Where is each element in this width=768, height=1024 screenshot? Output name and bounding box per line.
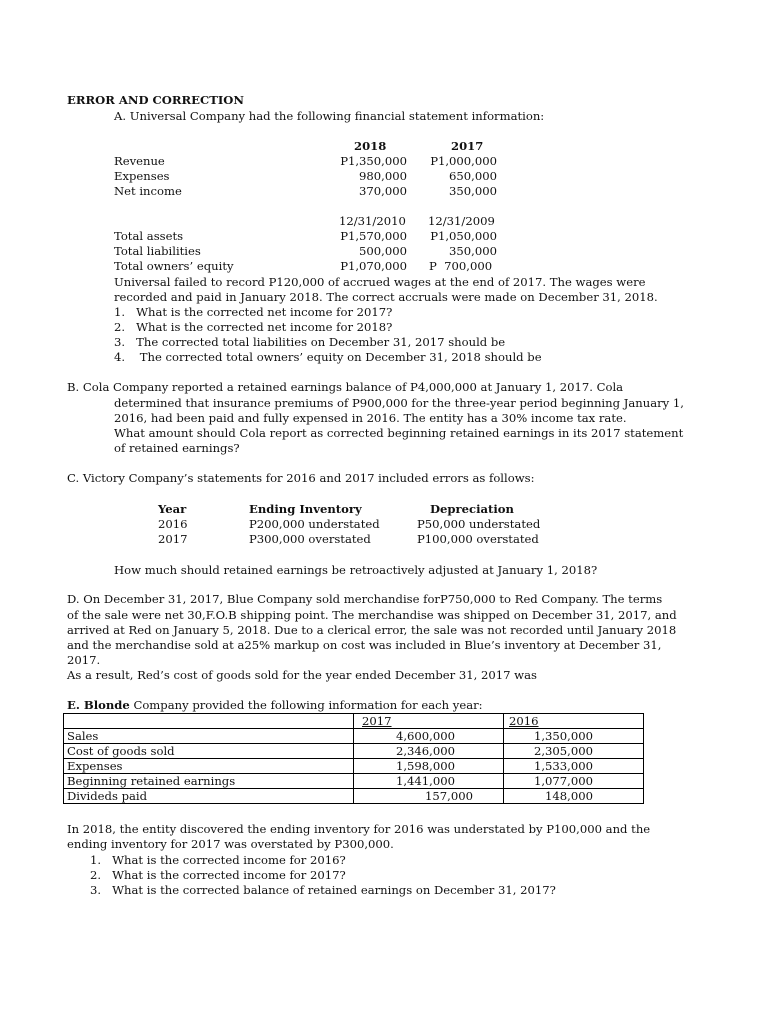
table-cell: Sales — [64, 729, 354, 744]
section-e-intro-text: Company provided the following information for each year: — [129, 698, 483, 712]
year-cell: 2017 — [158, 532, 188, 546]
table-header-2017: 2017 — [354, 714, 504, 729]
row-label: Net income — [114, 184, 182, 198]
section-d-text: arrived at Red on January 5, 2018. Due to a clerical error, the sale was not recorded until January 2018 — [67, 623, 677, 637]
table-cell: 2,305,000 — [504, 744, 644, 759]
table-row — [64, 744, 644, 759]
section-d-text: of the sale were net 30,F.O.B shipping point. The merchandise was shipped on December 31, 2017, and — [67, 608, 677, 622]
section-a-col-2018: 2018 — [354, 139, 387, 153]
section-d-text: and the merchandise sold at a25% markup on cost was included in Blue’s inventory at December 31, — [67, 638, 662, 652]
question: 1. What is the corrected income for 2016? — [90, 853, 346, 867]
table-row — [64, 729, 644, 744]
section-e-intro — [67, 698, 483, 713]
date-2009: 12/31/2009 — [428, 214, 495, 228]
table-cell: Beginning retained earnings — [64, 774, 354, 789]
table-row — [64, 789, 644, 804]
row-value: P1,000,000 — [430, 154, 497, 168]
table-cell: 4,600,000 — [354, 729, 504, 744]
row-label: Total assets — [114, 229, 184, 243]
question: 1. What is the corrected net income for 2017? — [114, 305, 393, 319]
table-cell: Divideds paid — [64, 789, 354, 804]
year-cell: 2016 — [158, 517, 188, 531]
row-value: P1,050,000 — [430, 229, 497, 243]
section-d-text: 2017. — [67, 653, 101, 667]
table-cell: 1,350,000 — [504, 729, 644, 744]
section-b-text: B. Cola Company reported a retained earnings balance of P4,000,000 at January 1, 2017. Cola — [67, 380, 624, 394]
row-value: 650,000 — [449, 169, 497, 183]
row-value: P1,350,000 — [340, 154, 407, 168]
row-label: Total owners’ equity — [114, 259, 234, 273]
section-c-intro: C. Victory Company’s statements for 2016 and 2017 included errors as follows: — [67, 471, 535, 485]
section-b-text: of retained earnings? — [114, 441, 240, 455]
table-header-2016: 2016 — [504, 714, 644, 729]
table-cell: Expenses — [64, 759, 354, 774]
question: 2. What is the corrected income for 2017? — [90, 868, 346, 882]
table-cell: 1,598,000 — [354, 759, 504, 774]
row-value: P1,070,000 — [340, 259, 407, 273]
section-b-text: determined that insurance premiums of P900,000 for the three-year period beginning January 1, — [114, 396, 684, 410]
row-value: 370,000 — [359, 184, 407, 198]
inventory-cell: P300,000 overstated — [249, 532, 371, 546]
table-cell: 1,077,000 — [504, 774, 644, 789]
section-a-intro: A. Universal Company had the following financial statement information: — [114, 109, 545, 123]
question: 3. What is the corrected balance of retained earnings on December 31, 2017? — [90, 883, 556, 897]
row-value: 350,000 — [449, 184, 497, 198]
section-b-text: 2016, had been paid and fully expensed in 2016. The entity has a 30% income tax rate. — [114, 411, 627, 425]
depreciation-cell: P100,000 overstated — [417, 532, 539, 546]
section-a-text: Universal failed to record P120,000 of accrued wages at the end of 2017. The wages were — [114, 275, 646, 289]
question: 2. What is the corrected net income for 2018? — [114, 320, 393, 334]
table-cell: Cost of goods sold — [64, 744, 354, 759]
col-year: Year — [158, 502, 187, 516]
section-e-text: ending inventory for 2017 was overstated by P300,000. — [67, 837, 394, 851]
section-e-company: E. Blonde — [67, 698, 130, 712]
table-header-row — [64, 714, 644, 729]
date-2010: 12/31/2010 — [339, 214, 406, 228]
col-ending-inventory: Ending Inventory — [249, 502, 362, 516]
row-label: Expenses — [114, 169, 170, 183]
section-a-text: recorded and paid in January 2018. The correct accruals were made on December 31, 2018. — [114, 290, 658, 304]
table-cell: 1,533,000 — [504, 759, 644, 774]
table-cell: 2,346,000 — [354, 744, 504, 759]
row-value: 980,000 — [359, 169, 407, 183]
section-e-table — [63, 713, 644, 804]
inventory-cell: P200,000 understated — [249, 517, 380, 531]
question: 3. The corrected total liabilities on December 31, 2017 should be — [114, 335, 506, 349]
section-c-question: How much should retained earnings be retroactively adjusted at January 1, 2018? — [114, 563, 598, 577]
page-title: ERROR AND CORRECTION — [67, 93, 244, 107]
row-value: 500,000 — [359, 244, 407, 258]
question: 4. The corrected total owners’ equity on December 31, 2018 should be — [114, 350, 542, 364]
table-cell: 1,441,000 — [354, 774, 504, 789]
table-row — [64, 774, 644, 789]
col-depreciation: Depreciation — [430, 502, 514, 516]
depreciation-cell: P50,000 understated — [417, 517, 541, 531]
table-cell — [64, 714, 354, 729]
row-value: P1,570,000 — [340, 229, 407, 243]
section-d-text: As a result, Red’s cost of goods sold for the year ended December 31, 2017 was — [67, 668, 537, 682]
row-value: P 700,000 — [429, 259, 493, 273]
row-label: Revenue — [114, 154, 165, 168]
row-value: 350,000 — [449, 244, 497, 258]
table-cell: 148,000 — [504, 789, 644, 804]
section-b-text: What amount should Cola report as corrected beginning retained earnings in its 2017 statement — [114, 426, 684, 440]
section-a-col-2017: 2017 — [451, 139, 484, 153]
section-d-text: D. On December 31, 2017, Blue Company sold merchandise forP750,000 to Red Company. The terms — [67, 592, 663, 606]
row-label: Total liabilities — [114, 244, 201, 258]
section-e-text: In 2018, the entity discovered the ending inventory for 2016 was understated by P100,000 and the — [67, 822, 651, 836]
table-cell: 157,000 — [354, 789, 504, 804]
table-row — [64, 759, 644, 774]
